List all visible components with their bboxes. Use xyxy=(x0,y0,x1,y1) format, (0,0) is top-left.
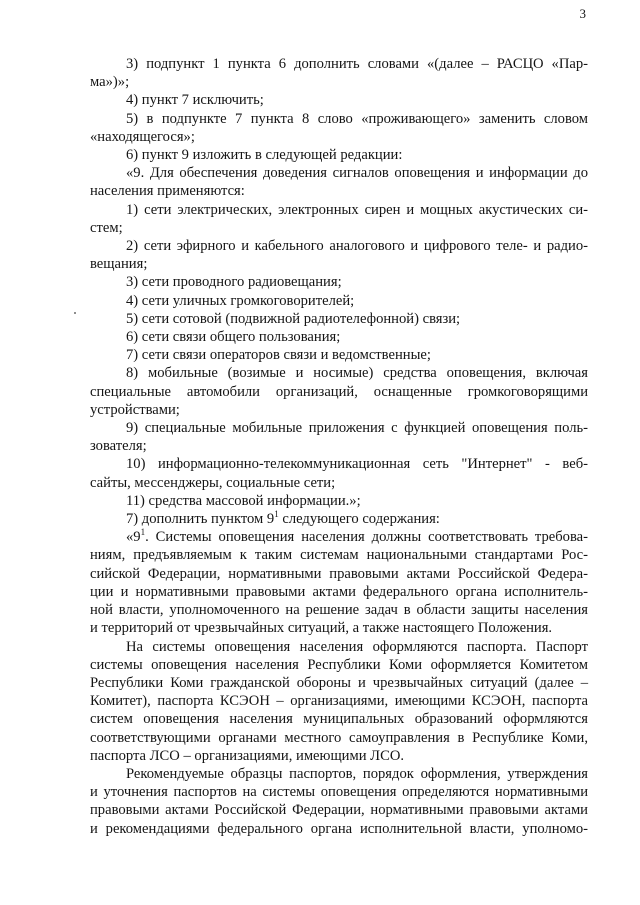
text-line: стем; xyxy=(90,219,123,236)
superscript: 1 xyxy=(274,509,279,520)
text-line: населения применяются: xyxy=(90,183,245,200)
text-line: ма»)»; xyxy=(90,74,130,91)
text-line: устройствами; xyxy=(90,401,180,418)
text-line: и территорий от чрезвычайных ситуаций, а также настоящего Положения. xyxy=(90,620,553,637)
text-line: 7) дополнить пунктом $9^1$ следующего содержания: xyxy=(126,509,440,528)
text-line: и уточнения паспортов на системы оповещения определяются нормативными xyxy=(90,784,588,801)
scan-artifact-dot xyxy=(74,312,76,314)
text-line: 4) сети уличных громкоговорителей; xyxy=(126,292,355,309)
text-line: 6) сети связи общего пользования; xyxy=(126,329,341,346)
text-line: Республики Коми гражданской обороны и чрезвычайных ситуаций (далее – xyxy=(90,674,588,691)
text-line: 6) пункт 9 изложить в следующей редакции: xyxy=(126,147,403,164)
superscript: 1 xyxy=(140,527,146,538)
text-line: «9. Для обеспечения доведения сигналов оповещения и информации до xyxy=(126,165,588,182)
text-line: соответствующими органами местного самоуправления в Республике Коми, xyxy=(90,729,588,746)
text-line: специальные автомобили организаций, оснащенные громкоговорящими xyxy=(90,383,588,400)
text-line: 10) информационно-телекоммуникационная сеть "Интернет" - веб- xyxy=(126,456,588,473)
text-line: 2) сети эфирного и кабельного аналогового и цифрового теле- и радио- xyxy=(126,238,588,255)
text-line: 11) средства массовой информации.»; xyxy=(126,492,361,509)
text-line: 5) сети сотовой (подвижной радиотелефонной) связи; xyxy=(126,310,461,327)
text-line: Рекомендуемые образцы паспортов, порядок оформления, утверждения xyxy=(126,765,588,782)
text-line: ниям, предъявляемым к таким системам национальными стандартами Рос- xyxy=(90,547,588,564)
text-line: ции и нормативными правовыми актами федерального органа исполнитель- xyxy=(90,583,588,600)
text-line: сайты, мессенджеры, социальные сети; xyxy=(90,474,336,491)
text-line: 1) сети электрических, электронных сирен и мощных акустических си- xyxy=(126,201,588,218)
text-line: 9) специальные мобильные приложения с функцией оповещения поль- xyxy=(126,420,588,437)
document-body xyxy=(90,55,588,838)
text-line: и рекомендациями федерального органа исполнительной власти, уполномо- xyxy=(90,820,588,837)
text-line: правовыми актами Российской Федерации, нормативными правовыми актами xyxy=(90,802,588,819)
text-line: системы оповещения населения Республики Коми оформляется Комитетом xyxy=(90,656,588,673)
text-line: 5) в подпункте 7 пункта 8 слово «проживающего» заменить словом xyxy=(126,110,588,127)
text-line: Комитет), паспорта КСЭОН – организациями, имеющими КСЭОН, паспорта xyxy=(90,693,588,710)
page-number: 3 xyxy=(579,6,586,21)
text-line: 8) мобильные (возимые и носимые) средства оповещения, включая xyxy=(126,365,588,382)
text-line: 4) пункт 7 исключить; xyxy=(126,92,264,109)
text-line: сийской Федерации, нормативными правовыми актами Российской Федера- xyxy=(90,565,588,582)
text-line: паспорта ЛСО – организациями, имеющими ЛСО. xyxy=(90,747,405,764)
text-line: 3) сети проводного радиовещания; xyxy=(126,274,342,291)
text-line: вещания; xyxy=(90,256,148,273)
text-line: зователя; xyxy=(90,438,147,455)
text-line: «$9^1$. Системы оповещения населения должны соответствовать требова- xyxy=(126,527,588,546)
text-line: систем оповещения населения муниципальных образований оформляются xyxy=(90,711,588,728)
text-line: 3) подпункт 1 пункта 6 дополнить словами «(далее – РАСЦО «Пар- xyxy=(126,56,588,72)
text-line: ной власти, уполномоченного на решение задач в области защиты населения xyxy=(90,602,588,619)
text-line: На системы оповещения населения оформляются паспорта. Паспорт xyxy=(126,638,588,655)
text-line: 7) сети связи операторов связи и ведомственные; xyxy=(126,347,431,364)
text-line: «находящегося»; xyxy=(90,128,195,145)
